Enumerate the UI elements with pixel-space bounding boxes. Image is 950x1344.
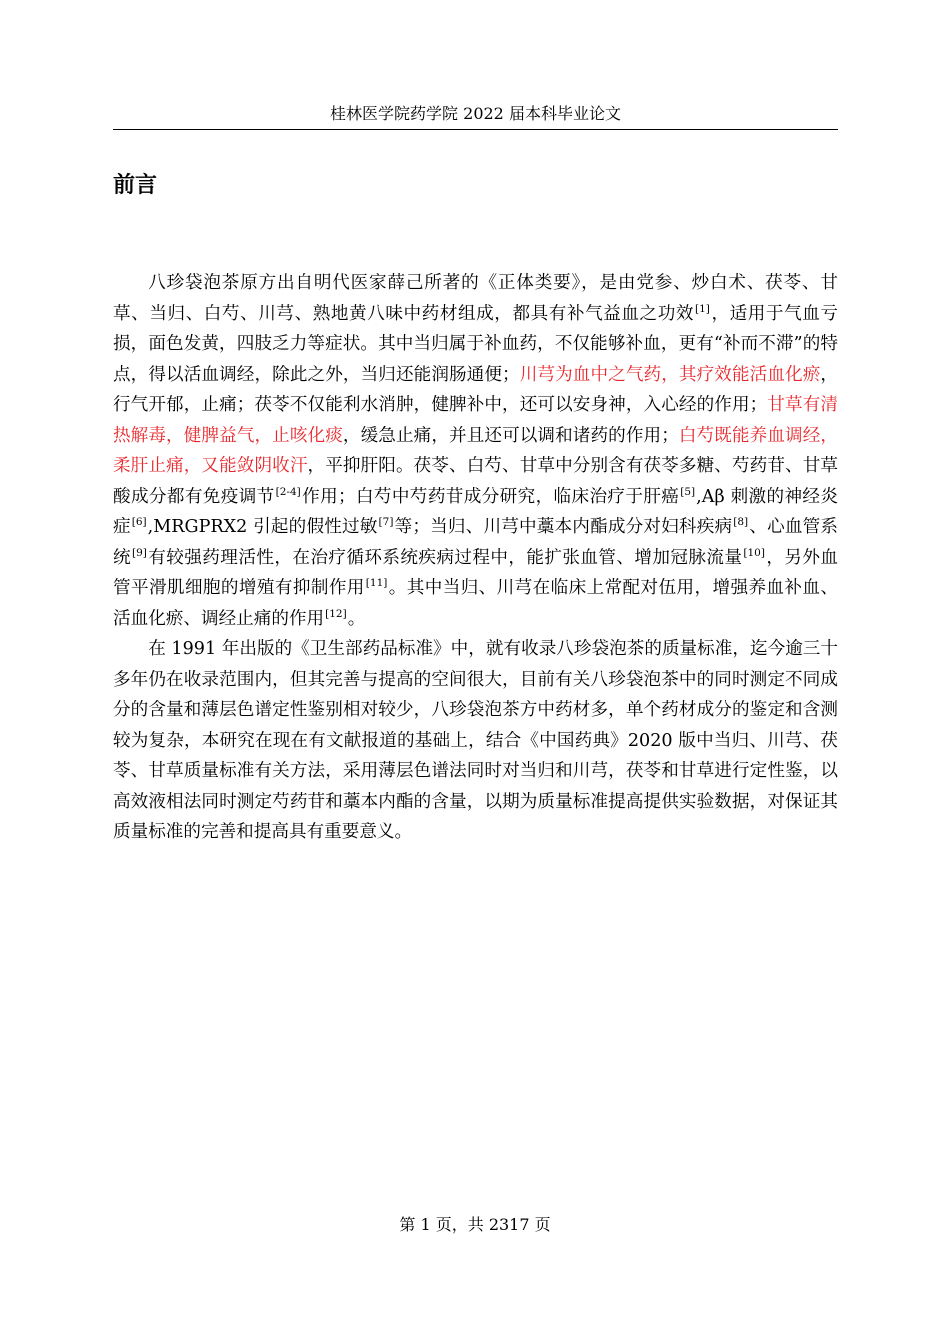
text-run: 作用；白芍中芍药苷成分研究，临床治疗于肝癌 xyxy=(301,486,680,507)
text-run: ，另外血管平滑肌细胞的增殖有抑制作用 xyxy=(113,547,838,598)
text-run: ，适用于气血亏损，面色发黄，四肢乏力等症状。其中当归属于补血药，不仅能够补血，更有“补而不滞”的特点，得以活血调经，除此之外，当归还能润肠通便； xyxy=(113,303,838,385)
citation-ref: [7] xyxy=(378,516,394,528)
highlighted-text: 川芎为血中之气药，其疗效能活血化瘀 xyxy=(519,364,821,385)
citation-ref: [12] xyxy=(325,607,347,620)
citation-ref: [5] xyxy=(680,485,696,498)
section-title: 前言 xyxy=(113,173,158,198)
citation-ref: [8] xyxy=(733,516,749,528)
citation-ref: [9] xyxy=(132,546,147,559)
text-run: ，缓急止痛，并且还可以调和诸药的作用； xyxy=(342,425,679,446)
document-body xyxy=(113,268,838,848)
text-run: ，行气开郁，止痛；茯苓不仅能利水消肿，健脾补中，还可以安身神，入心经的作用； xyxy=(113,364,838,415)
citation-ref: [10] xyxy=(743,546,765,559)
text-run: 、心血管系统 xyxy=(113,517,838,568)
citation-ref: [1] xyxy=(695,302,710,315)
citation-ref: [11] xyxy=(365,577,388,589)
text-run: ，平抑肝阳。茯苓、白芍、甘草中分别含有茯苓多糖、芍药苷、甘草酸成分都有免疫调节 xyxy=(113,456,838,507)
citation-ref: [2-4] xyxy=(275,485,301,498)
citation-ref: [6] xyxy=(131,516,147,528)
text-run: 。其中当归、川芎在临床上常配对伍用，增强养血补血、活血化瘀、调经止痛的作用 xyxy=(113,578,838,629)
page-footer: 第 1 页，共 2317 页 xyxy=(399,1215,551,1234)
text-run: 八珍袋泡茶原方出自明代医家薛己所著的《正体类要》，是由党参、炒白术、茯苓、甘草、当归、白芍、川芎、熟地黄八味中药材组成，都具有补气益血之功效 xyxy=(113,273,838,324)
page-header: 桂林医学院药学院 2022 届本科毕业论文 xyxy=(113,103,838,130)
highlighted-text: 甘草有清热解毒，健脾益气，止咳化痰 xyxy=(113,395,838,446)
paragraph-2: 在 1991 年出版的《卫生部药品标准》中，就有收录八珍袋泡茶的质量标准，迄今逾三十多年仍在收录范围内，但其完善与提高的空间很大，目前有关八珍袋泡茶中的同时测定不同成分的含量和薄层色谱定性鉴别相对较少，八珍袋泡茶方中药材多，单个药材成分的鉴定和含测较为复杂，本研究在现在有文献报道的基础上，结合《中国药典》2020 版中当归、川芎、茯苓、甘草质量标准有关方法，采用薄层色谱法同时对当归和川芎，茯苓和甘草进行定性鉴，以高效液相法同时测定芍药苷和藁本内酯的含量，以期为质量标准提高提供实验数据，对保证其质量标准的完善和提高具有重要意义。 xyxy=(113,639,838,842)
paragraph-1 xyxy=(113,268,838,634)
text-run: ,MRGPRX2 引起的假性过敏 xyxy=(147,517,378,537)
text-run: 等；当归、川芎中藁本内酯成分对妇科疾病 xyxy=(394,517,733,537)
highlighted-text: 白芍既能养血调经，柔肝止痛，又能敛阴收汗 xyxy=(113,425,838,476)
text-run: 有较强药理活性，在治疗循环系统疾病过程中，能扩张血管、增加冠脉流量 xyxy=(147,547,743,568)
text-run: ,Aβ 刺激的神经炎症 xyxy=(113,486,838,537)
text-run: 。 xyxy=(347,608,366,629)
